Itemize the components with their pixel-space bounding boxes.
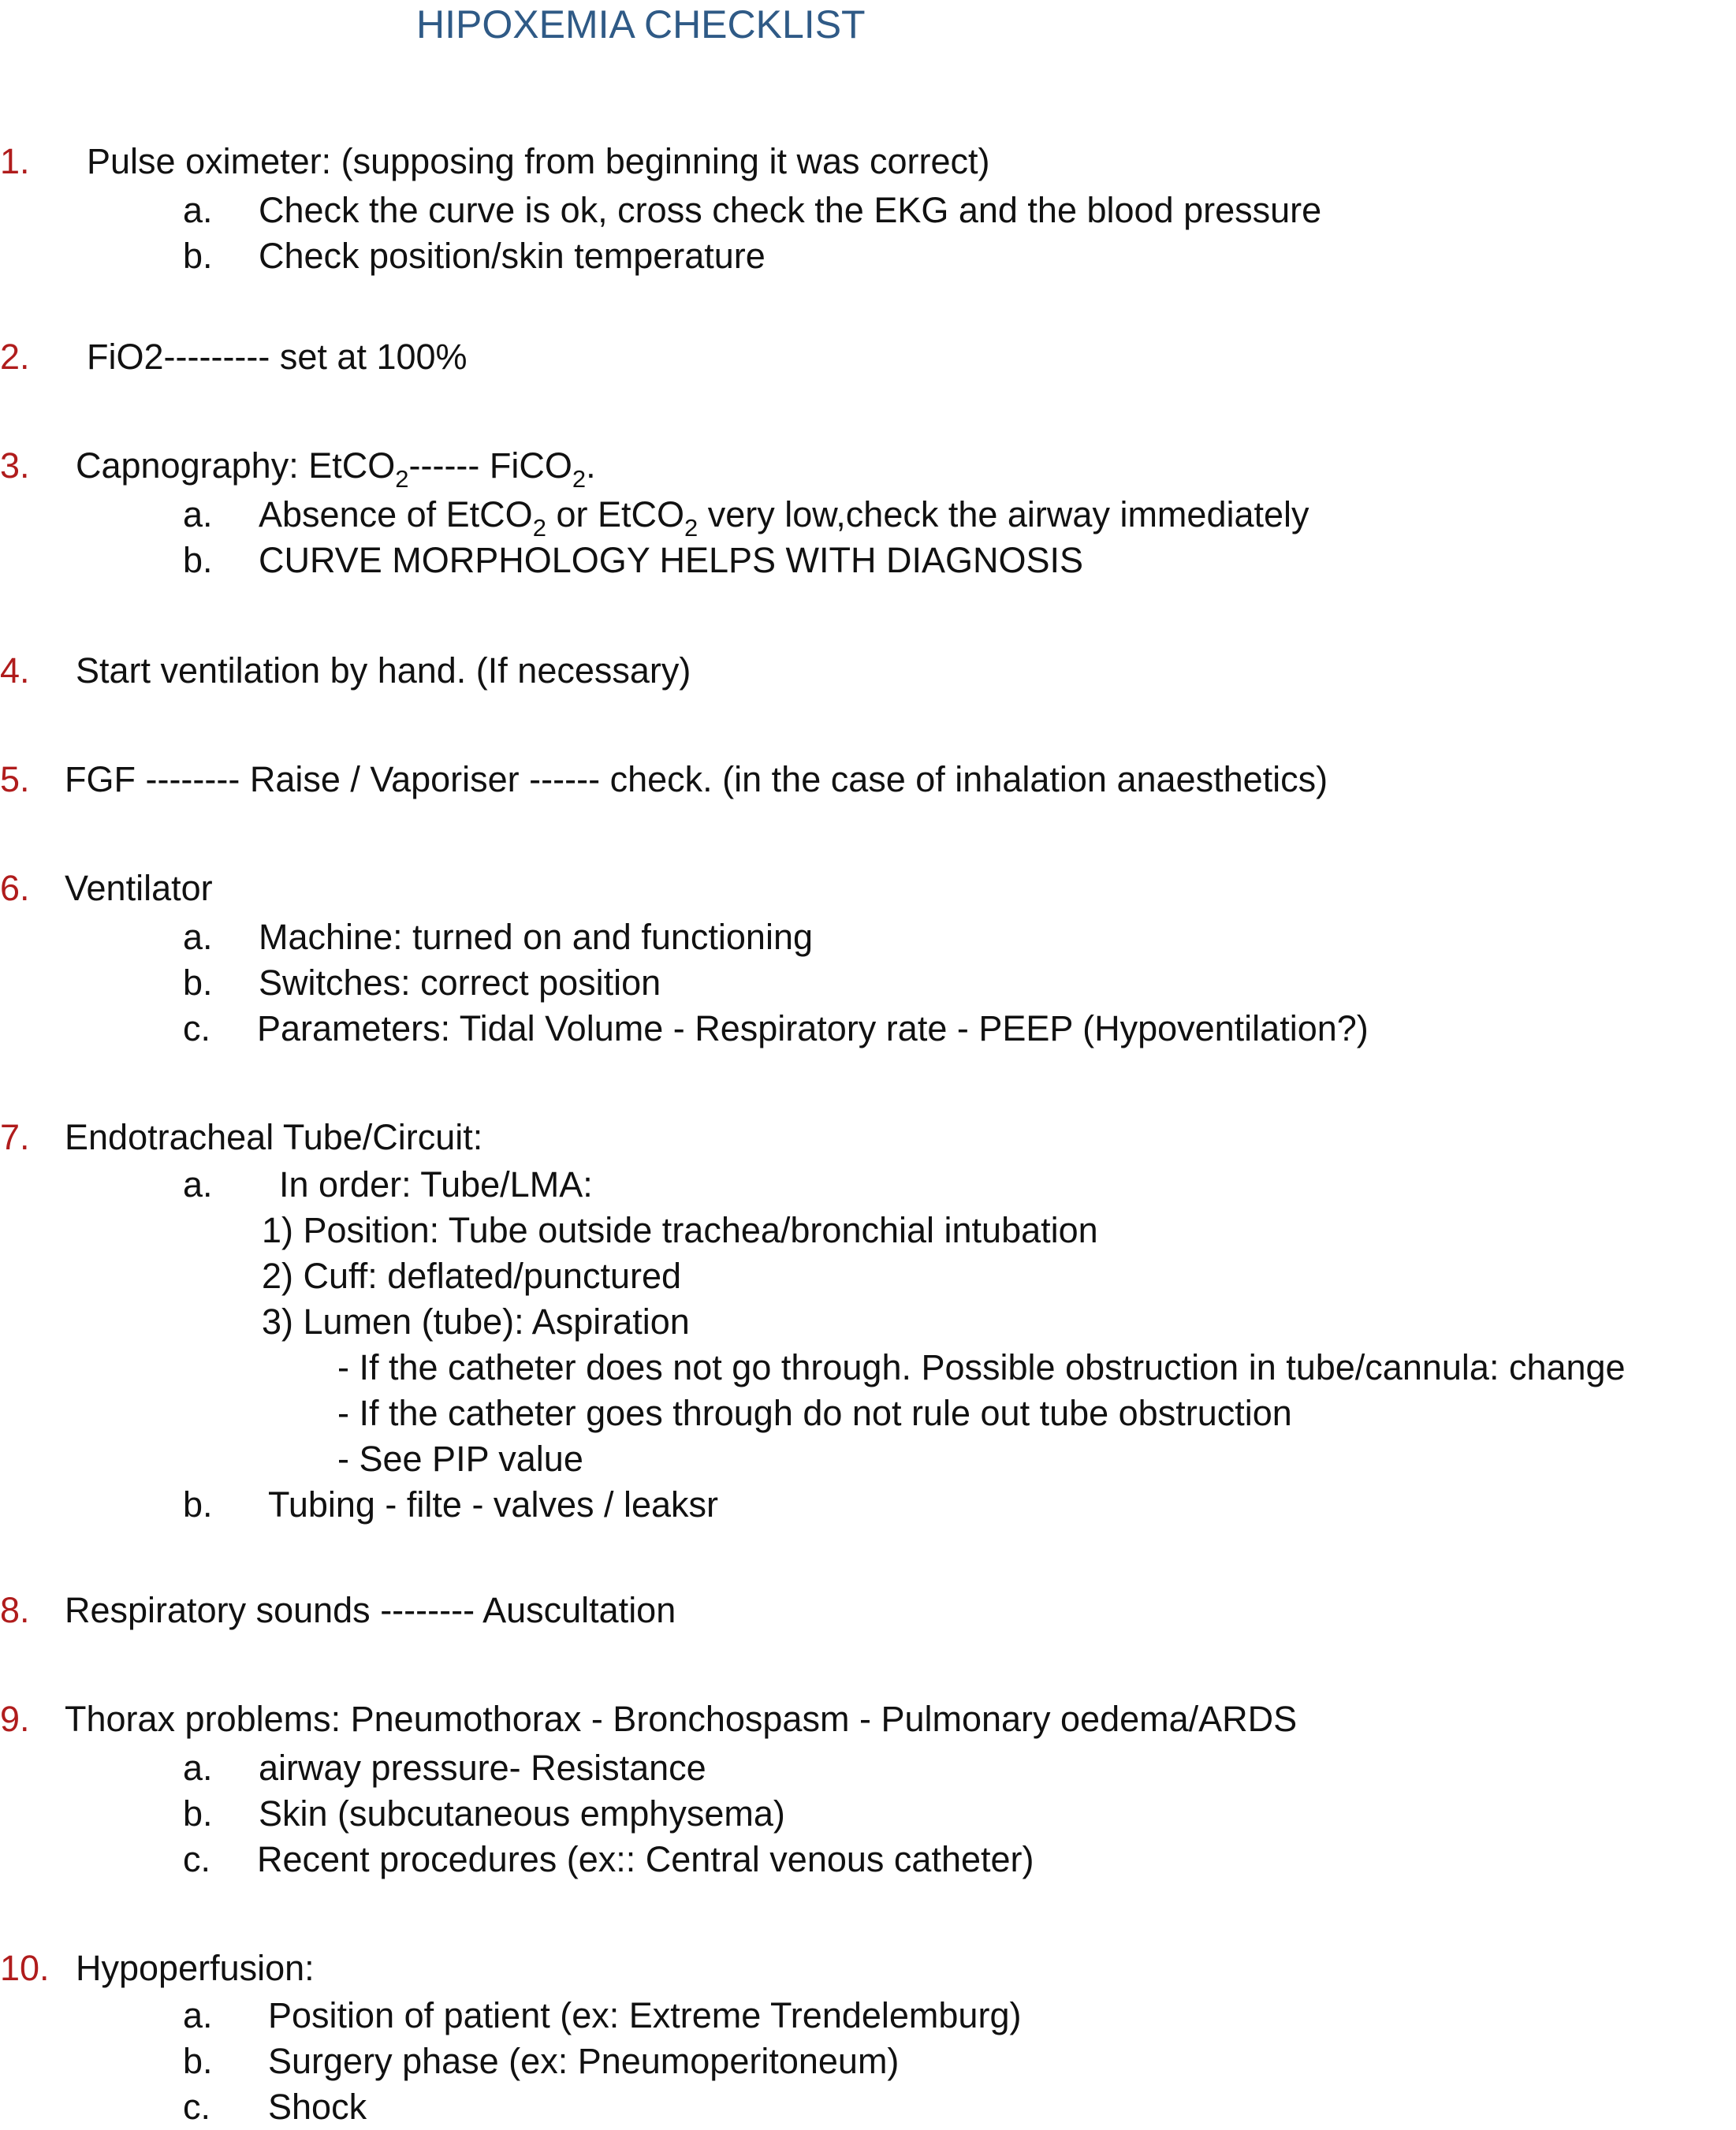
item-6c-letter: c. bbox=[183, 1008, 211, 1048]
item-9-number: 9. bbox=[0, 1699, 30, 1739]
item-4-text: Start ventilation by hand. (If necessary) bbox=[76, 650, 691, 691]
item-7b-text: Tubing - filte - valves / leaksr bbox=[268, 1484, 719, 1525]
item-7b-letter: b. bbox=[183, 1484, 213, 1525]
item-5-text: FGF -------- Raise / Vaporiser ------ check. (in the case of inhalation anaesthetics) bbox=[65, 759, 1328, 799]
item-6b-letter: b. bbox=[183, 963, 213, 1003]
item-6a-text: Machine: turned on and functioning bbox=[259, 917, 813, 957]
item-6c-text: Parameters: Tidal Volume - Respiratory rate - PEEP (Hypoventilation?) bbox=[257, 1008, 1369, 1048]
item-7-number: 7. bbox=[0, 1117, 30, 1157]
item-7a-letter: a. bbox=[183, 1164, 213, 1205]
item-7a-step-2: 2) Cuff: deflated/punctured bbox=[262, 1256, 682, 1296]
item-3a-text: Absence of EtCO$_2$ or EtCO$_2$ very low,check the airway immediately bbox=[259, 494, 1309, 542]
item-3b-letter: b. bbox=[183, 540, 213, 580]
item-8-number: 8. bbox=[0, 1590, 30, 1630]
item-1a-text: Check the curve is ok, cross check the EKG and the blood pressure bbox=[259, 190, 1322, 230]
item-10a-letter: a. bbox=[183, 1995, 213, 2035]
item-10-number: 10. bbox=[0, 1948, 50, 1988]
item-9a-text: airway pressure- Resistance bbox=[259, 1748, 706, 1788]
item-5-number: 5. bbox=[0, 759, 30, 799]
item-6b-text: Switches: correct position bbox=[259, 963, 661, 1003]
item-9c-text: Recent procedures (ex:: Central venous catheter) bbox=[257, 1839, 1034, 1879]
item-10c-text: Shock bbox=[268, 2087, 367, 2127]
item-3-number: 3. bbox=[0, 445, 30, 486]
item-6-number: 6. bbox=[0, 868, 30, 908]
item-7a-note-3: - See PIP value bbox=[337, 1439, 583, 1479]
item-2-number: 2. bbox=[0, 337, 30, 377]
item-2-text: FiO2--------- set at 100% bbox=[87, 337, 468, 377]
item-7a-note-1: - If the catheter does not go through. Possible obstruction in tube/cannula: change bbox=[337, 1347, 1626, 1387]
item-9a-letter: a. bbox=[183, 1748, 213, 1788]
item-3b-text: CURVE MORPHOLOGY HELPS WITH DIAGNOSIS bbox=[259, 540, 1084, 580]
item-7a-step-1: 1) Position: Tube outside trachea/bronchial intubation bbox=[262, 1210, 1098, 1250]
item-1b-letter: b. bbox=[183, 236, 213, 276]
item-1b-text: Check position/skin temperature bbox=[259, 236, 766, 276]
item-10b-letter: b. bbox=[183, 2041, 213, 2081]
page-title: HIPOXEMIA CHECKLIST bbox=[416, 2, 866, 47]
item-7-text: Endotracheal Tube/Circuit: bbox=[65, 1117, 483, 1157]
item-6-text: Ventilator bbox=[65, 868, 213, 908]
item-10b-text: Surgery phase (ex: Pneumoperitoneum) bbox=[268, 2041, 900, 2081]
item-1a-letter: a. bbox=[183, 190, 213, 230]
item-10-text: Hypoperfusion: bbox=[76, 1948, 315, 1988]
item-9b-text: Skin (subcutaneous emphysema) bbox=[259, 1793, 785, 1834]
item-7a-text: In order: Tube/LMA: bbox=[279, 1164, 593, 1205]
item-8-text: Respiratory sounds -------- Auscultation bbox=[65, 1590, 676, 1630]
item-6a-letter: a. bbox=[183, 917, 213, 957]
item-9b-letter: b. bbox=[183, 1793, 213, 1834]
item-3a-letter: a. bbox=[183, 494, 213, 534]
item-7a-note-2: - If the catheter goes through do not rule out tube obstruction bbox=[337, 1393, 1292, 1433]
item-9-text: Thorax problems: Pneumothorax - Bronchospasm - Pulmonary oedema/ARDS bbox=[65, 1699, 1298, 1739]
item-7a-step-3: 3) Lumen (tube): Aspiration bbox=[262, 1301, 690, 1342]
item-10c-letter: c. bbox=[183, 2087, 211, 2127]
item-4-number: 4. bbox=[0, 650, 30, 691]
item-10a-text: Position of patient (ex: Extreme Trendelemburg) bbox=[268, 1995, 1022, 2035]
item-9c-letter: c. bbox=[183, 1839, 211, 1879]
item-3-text: Capnography: EtCO$_2$------ FiCO$_2$. bbox=[76, 445, 596, 493]
item-1-number: 1. bbox=[0, 141, 30, 181]
item-1-text: Pulse oximeter: (supposing from beginning it was correct) bbox=[87, 141, 990, 181]
